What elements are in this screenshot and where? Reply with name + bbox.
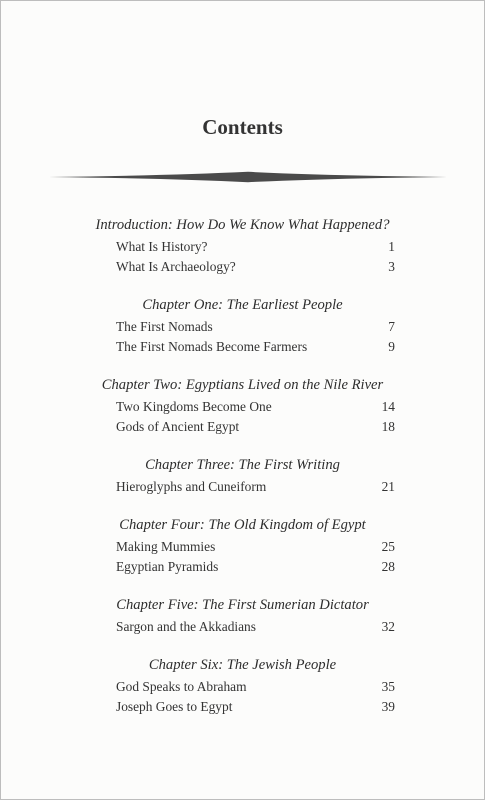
toc-section bbox=[1, 515, 484, 577]
entry-page-number: 7 bbox=[388, 319, 395, 334]
entry-title: Joseph Goes to Egypt bbox=[116, 699, 233, 714]
table-of-contents bbox=[1, 215, 484, 735]
entry-title: God Speaks to Abraham bbox=[116, 679, 247, 694]
entry-page-number: 14 bbox=[381, 399, 395, 414]
section-heading: Chapter One: The Earliest People bbox=[142, 297, 343, 313]
toc-section bbox=[1, 215, 484, 277]
entry-title: Hieroglyphs and Cuneiform bbox=[116, 479, 267, 494]
section-heading: Chapter Five: The First Sumerian Dictator bbox=[116, 597, 369, 613]
section-heading: Introduction: How Do We Know What Happened? bbox=[95, 217, 390, 233]
toc-section bbox=[1, 655, 484, 717]
toc-entry bbox=[1, 417, 484, 437]
entry-page-number: 25 bbox=[381, 539, 395, 554]
toc-entry bbox=[1, 397, 484, 417]
toc-entry bbox=[1, 617, 484, 637]
toc-entry bbox=[1, 237, 484, 257]
entry-title: Two Kingdoms Become One bbox=[116, 399, 272, 414]
entry-title: Egyptian Pyramids bbox=[116, 559, 219, 574]
decorative-rule bbox=[49, 171, 447, 183]
page-title: Contents bbox=[202, 115, 283, 139]
entry-page-number: 35 bbox=[381, 679, 395, 694]
entry-page-number: 21 bbox=[381, 479, 395, 494]
section-heading: Chapter Four: The Old Kingdom of Egypt bbox=[119, 517, 366, 533]
section-heading: Chapter Three: The First Writing bbox=[145, 457, 340, 473]
toc-entry bbox=[1, 557, 484, 577]
toc-entry bbox=[1, 537, 484, 557]
entry-page-number: 28 bbox=[381, 559, 395, 574]
entry-title: Gods of Ancient Egypt bbox=[116, 419, 240, 434]
toc-entry bbox=[1, 317, 484, 337]
toc-entry bbox=[1, 257, 484, 277]
entry-title: Sargon and the Akkadians bbox=[116, 619, 256, 634]
section-heading: Chapter Two: Egyptians Lived on the Nile River bbox=[101, 377, 384, 393]
entry-page-number: 39 bbox=[381, 699, 395, 714]
toc-entry bbox=[1, 697, 484, 717]
entry-page-number: 18 bbox=[381, 419, 395, 434]
toc-entry bbox=[1, 337, 484, 357]
entry-title: What Is History? bbox=[116, 239, 208, 254]
section-heading: Chapter Six: The Jewish People bbox=[148, 657, 337, 673]
entry-page-number: 32 bbox=[381, 619, 395, 634]
entry-page-number: 9 bbox=[388, 339, 395, 354]
entry-title: The First Nomads Become Farmers bbox=[116, 339, 308, 354]
toc-section bbox=[1, 595, 484, 637]
entry-title: What Is Archaeology? bbox=[116, 259, 236, 274]
entry-page-number: 3 bbox=[388, 259, 395, 274]
toc-entry bbox=[1, 477, 484, 497]
entry-title: Making Mummies bbox=[116, 539, 216, 554]
toc-section bbox=[1, 375, 484, 437]
toc-section bbox=[1, 295, 484, 357]
toc-section bbox=[1, 455, 484, 497]
toc-entry bbox=[1, 677, 484, 697]
entry-title: The First Nomads bbox=[116, 319, 213, 334]
entry-page-number: 1 bbox=[388, 239, 395, 254]
